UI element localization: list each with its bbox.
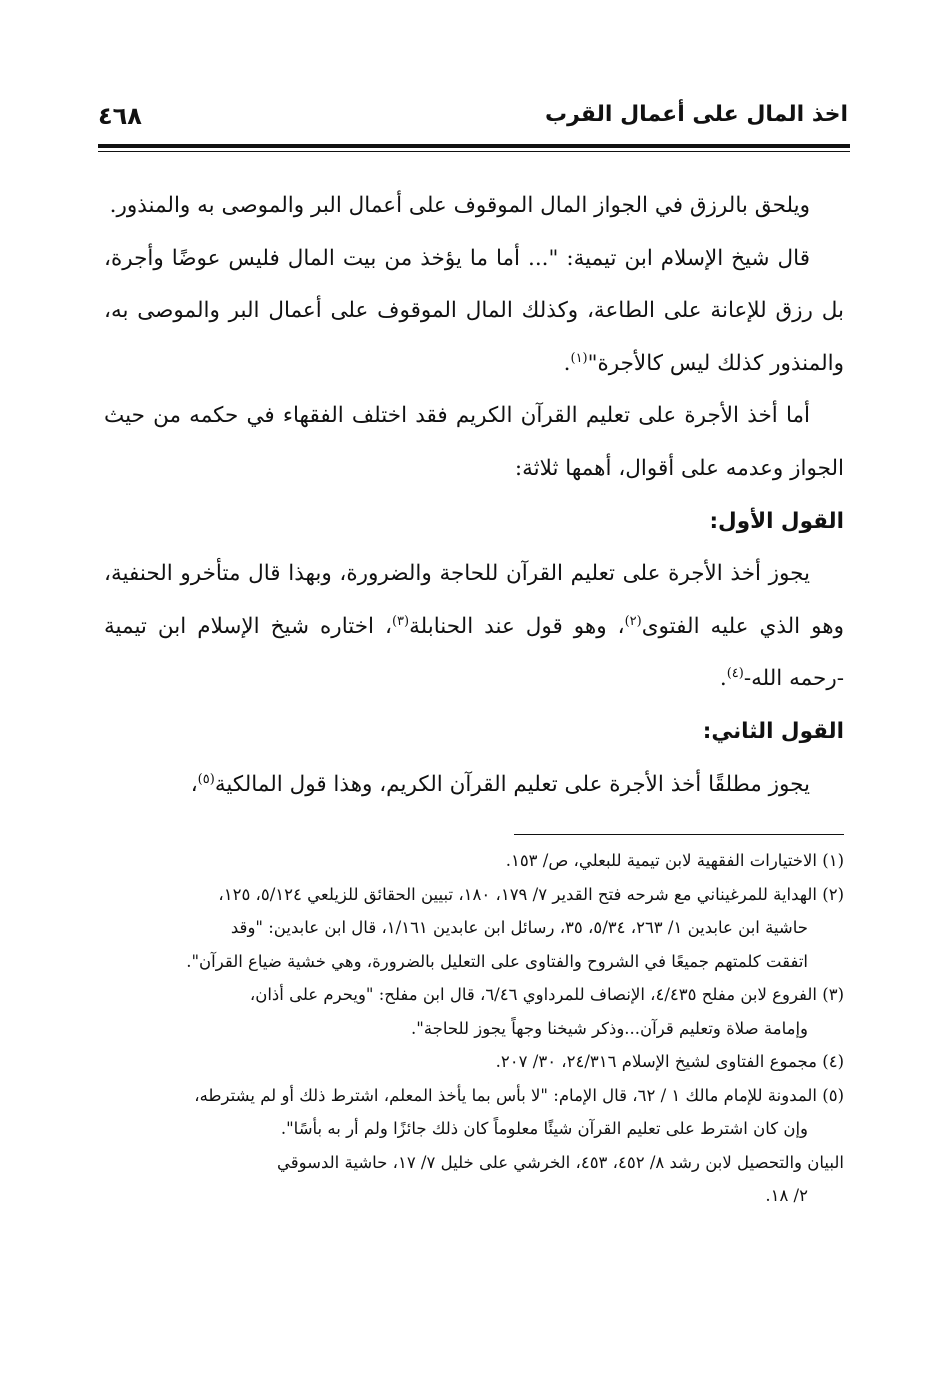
heading-second-opinion: القول الثاني:: [702, 718, 844, 744]
paragraph-4-end: .: [719, 666, 727, 692]
paragraph-3: [104, 390, 844, 495]
paragraph-4-text-c: ، اختاره شيخ الإسلام ابن تيمية -رحمه الله-: [104, 613, 844, 692]
running-header: [98, 100, 848, 144]
paragraph-4-text-b: ، وهو قول عند الحنابلة: [409, 613, 625, 639]
footnote-2-cont-1: حاشية ابن عابدين ١/ ٢٦٣، ٥/٣٤، ٣٥، رسائل ابن عابدين ١/١٦١، قال ابن عابدين: "وقد: [230, 918, 808, 937]
page-number: ٤٦٨: [98, 102, 142, 130]
footnote-3-cont: وإمامة صلاة وتعليم قرآن...وذكر شيخنا وجهاً يجوز للحاجة".: [410, 1018, 808, 1038]
heading-first-opinion: القول الأول:: [709, 508, 844, 534]
paragraph-5-end: ،: [190, 771, 198, 797]
footnote-1: (١) الاختيارات الفقهية لابن تيمية للبعلي، ص/ ١٥٣.: [505, 851, 844, 870]
footnote-ref-3[interactable]: (٣): [391, 613, 410, 629]
paragraph-5: [104, 759, 844, 812]
footnote-ref-5[interactable]: (٥): [197, 771, 215, 787]
footnote-2-cont-2: اتفقت كلمتهم جميعًا في الشروح والفتاوى على التعليل بالضرورة، وهي خشية ضياع القرآن".: [186, 951, 808, 971]
header-rule-thin: [98, 151, 850, 152]
paragraph-3-text: أما أخذ الأجرة على تعليم القرآن الكريم فقد اختلف الفقهاء في حكمه من حيث الجواز وعدمه على أقوال، أهمها ثلاثة:: [104, 403, 844, 481]
header-title: اخذ المال على أعمال القرب: [544, 102, 848, 127]
footnote-ref-4[interactable]: (٤): [726, 666, 744, 682]
footnote-ref-2[interactable]: (٢): [624, 613, 642, 629]
header-rule: [98, 144, 850, 148]
paragraph-1: [104, 180, 844, 233]
paragraph-5-text: يجوز مطلقًا أخذ الأجرة على تعليم القرآن الكريم، وهذا قول المالكية: [214, 771, 810, 797]
paragraph-2-text: قال شيخ الإسلام ابن تيمية: "... أما ما يؤخذ من بيت المال فليس عوضًا وأجرة، بل رزق للإعانة على الطاعة، وكذلك المال الموقوف على أعمال البر والموصى به، والمنذور كذلك ليس كالأجرة": [104, 245, 844, 376]
footnote-ref-1[interactable]: (١): [570, 350, 588, 366]
paragraph-2-end: .: [563, 350, 571, 376]
paragraph-4-text-a: يجوز أخذ الأجرة على تعليم القرآن للحاجة والضرورة، وبهذا قال متأخرو الحنفية، وهو الذي عليه الفتوى: [104, 561, 844, 639]
footnote-5: (٥) المدونة للإمام مالك ١ / ٦٢، قال الإمام: "لا بأس بما يأخذ المعلم، اشترط ذلك أو لم يشترطه،: [194, 1085, 844, 1105]
paragraph-2: [104, 233, 844, 391]
footnote-2: (٢) الهداية للمرغيناني مع شرحه فتح القدير ٧/ ١٧٩، ١٨٠، تبيين الحقائق للزيلعي ٥/١٢٤، ١٢٥،: [218, 884, 844, 904]
footnote-3: (٣) الفروع لابن مفلح ٤/٤٣٥، الإنصاف للمرداوي ٦/٤٦، قال ابن مفلح: "ويحرم على أذان،: [249, 985, 844, 1004]
footnote-4: (٤) مجموع الفتاوى لشيخ الإسلام ٢٤/٣١٦، ٣٠/ ٢٠٧.: [495, 1052, 844, 1071]
footnote-5-cont-2: البيان والتحصيل لابن رشد ٨/ ٤٥٢، ٤٥٣، الخرشي على خليل ٧/ ١٧، حاشية الدسوقي: [276, 1152, 844, 1172]
main-text: [104, 180, 844, 811]
footnotes: [96, 844, 844, 1213]
paragraph-4: [104, 548, 844, 706]
footnote-separator: [514, 834, 844, 835]
footnote-5-cont: وإن كان اشترط على تعليم القرآن شيئًا معلوماً كان ذلك جائزًا ولم أر به بأسًا".: [280, 1119, 808, 1138]
paragraph-1-text: ويلحق بالرزق في الجواز المال الموقوف على أعمال البر والموصى به والمنذور.: [109, 193, 810, 218]
footnote-5-cont-3: ٢/ ١٨.: [765, 1186, 808, 1205]
